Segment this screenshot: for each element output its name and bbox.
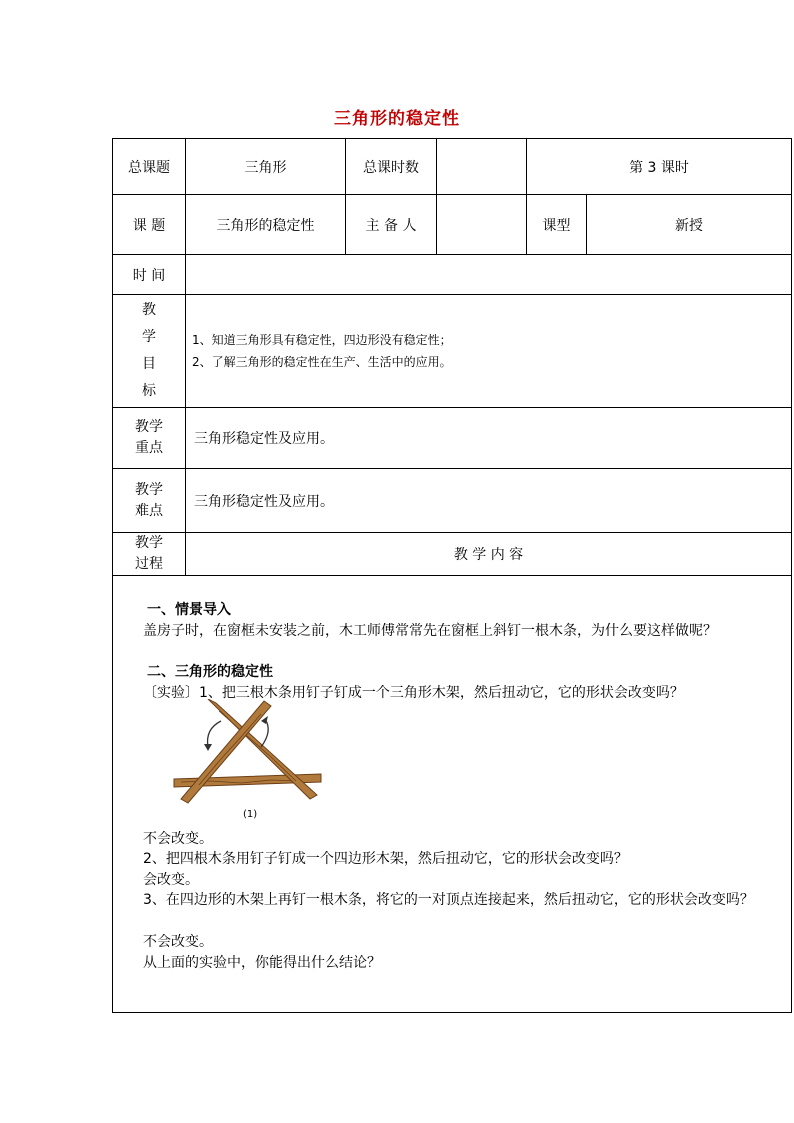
experiment-2: 2、把四根木条用钉子钉成一个四边形木架，然后扭动它，它的形状会改变吗？ [143,851,628,867]
label-time: 时 间 [112,254,186,295]
process-header: 教 学 内 容 [185,532,792,576]
preparer-value [436,194,527,255]
document-title: 三角形的稳定性 [334,109,460,129]
arrowhead-icon [204,744,212,751]
answer-3: 不会改变。 [143,934,213,950]
objectives-label-char: 标 [142,383,156,399]
key-points-label-line: 教学 [135,419,163,435]
objectives-content [185,294,792,408]
experiment-1: 〔实验〕1、把三根木条用钉子钉成一个三角形木架，然后扭动它，它的形状会改变吗？ [143,685,684,701]
lesson-number: 第 3 课时 [526,138,792,195]
label-course: 总课题 [112,138,186,195]
objectives-label-char: 学 [142,329,156,345]
total-hours-value [436,138,527,195]
objective-item: 2、了解三角形的稳定性在生产、生活中的应用。 [192,355,452,369]
section2-title: 二、三角形的稳定性 [147,664,273,680]
label-preparer: 主 备 人 [345,194,437,255]
label-key-points [112,407,186,469]
rotate-left-arrow-icon [208,721,221,747]
key-points-content: 三角形稳定性及应用。 [185,407,792,469]
difficulties-content: 三角形稳定性及应用。 [185,468,792,533]
objectives-label-char: 目 [142,356,156,372]
rotate-right-arrow-icon [261,719,268,747]
process-label-line: 教学 [135,535,163,551]
figure-caption: (1) [243,809,258,820]
difficulties-label-line: 教学 [135,481,163,498]
label-topic: 课 题 [112,194,186,255]
answer-1: 不会改变。 [143,831,213,847]
lesson-type-value: 新授 [586,194,792,255]
difficulties-label-line: 难点 [135,502,163,519]
conclusion-question: 从上面的实验中，你能得出什么结论？ [143,955,381,971]
experiment-3: 3、在四边形的木架上再钉一根木条，将它的一对顶点连接起来，然后扭动它，它的形状会改变吗？ [143,892,754,908]
label-difficulties [112,468,186,533]
label-total-hours: 总课时数 [345,138,437,195]
process-label-line: 过程 [135,556,163,572]
answer-2: 会改变。 [143,872,199,888]
objective-item: 1、知道三角形具有稳定性，四边形没有稳定性； [192,333,452,347]
lesson-content [112,575,792,1013]
section1-text: 盖房子时，在窗框未安装之前，木工师傅常常先在窗框上斜钉一根木条，为什么要这样做呢？ [143,623,717,639]
topic-value: 三角形的稳定性 [185,194,346,255]
course-value: 三角形 [185,138,346,195]
label-objectives [112,294,186,408]
triangle-frame-figure [171,699,331,824]
time-value [185,254,792,295]
section1-title: 一、情景导入 [147,602,231,618]
objectives-label-char: 教 [142,302,156,318]
label-process [112,532,186,576]
key-points-label-line: 重点 [135,440,163,456]
label-lesson-type: 课型 [526,194,587,255]
